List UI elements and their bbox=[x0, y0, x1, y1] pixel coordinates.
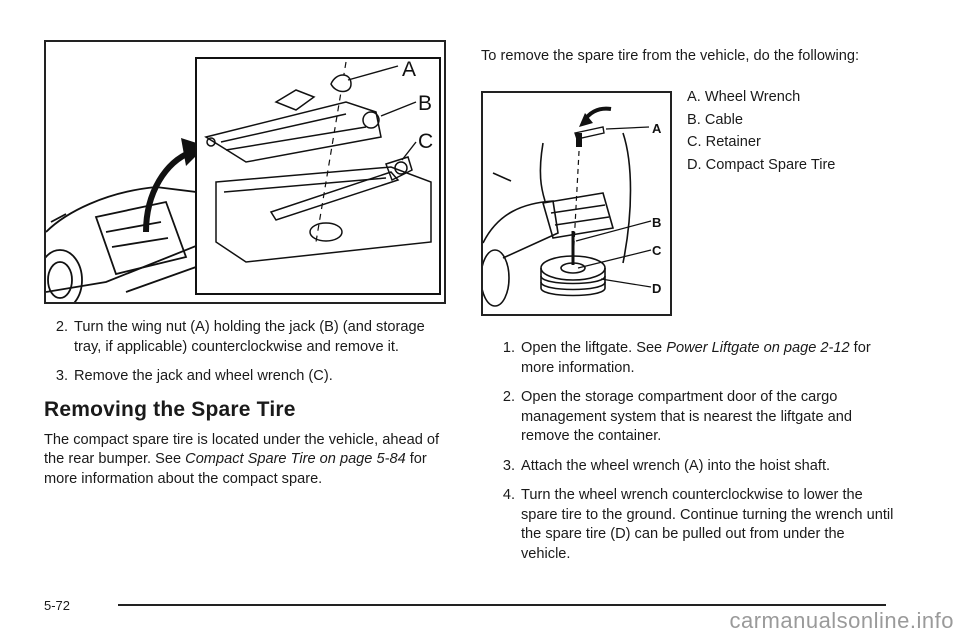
jack-removal-steps bbox=[44, 318, 446, 387]
spare-removal-steps bbox=[491, 339, 896, 574]
legend-item: D. Compact Spare Tire bbox=[687, 156, 836, 173]
list-item bbox=[491, 486, 896, 564]
step-text: Open the storage compartment door of the cargo management system that is nearest the liftgate and remove the container. bbox=[521, 389, 852, 444]
cross-reference-link[interactable]: Compact Spare Tire on page 5-84 bbox=[185, 451, 406, 467]
step-text-part: Open the liftgate. See bbox=[521, 340, 667, 356]
list-item bbox=[491, 388, 896, 447]
callout-d: D bbox=[652, 281, 662, 296]
jack-stowage-drawing bbox=[46, 42, 444, 302]
section-heading: Removing the Spare Tire bbox=[44, 397, 296, 421]
cross-reference-link[interactable]: Power Liftgate on page 2-12 bbox=[666, 340, 850, 356]
spare-tire-hoist-illustration bbox=[481, 91, 672, 316]
right-column bbox=[481, 47, 896, 562]
callout-b: B bbox=[418, 92, 433, 115]
footer-rule bbox=[118, 604, 886, 606]
legend-item: B. Cable bbox=[687, 111, 743, 128]
callout-a: A bbox=[652, 121, 662, 136]
step-number: 2. bbox=[502, 389, 515, 405]
step-number: 4. bbox=[502, 487, 515, 503]
section-paragraph bbox=[44, 431, 446, 490]
step-number: 2. bbox=[55, 319, 68, 335]
procedure-intro: To remove the spare tire from the vehicle, do the following: bbox=[481, 48, 860, 64]
paragraph-text: for more information about the compact spare. bbox=[44, 451, 427, 487]
left-column bbox=[44, 318, 446, 489]
callout-c: C bbox=[652, 243, 662, 258]
step-text: Remove the jack and wheel wrench (C). bbox=[74, 368, 333, 384]
callout-c: C bbox=[418, 130, 434, 153]
step-number: 3. bbox=[55, 368, 68, 384]
step-number: 1. bbox=[502, 340, 515, 356]
legend-item: C. Retainer bbox=[687, 134, 761, 150]
jack-stowage-illustration bbox=[44, 40, 446, 304]
list-item bbox=[491, 339, 896, 378]
legend-item: A. Wheel Wrench bbox=[687, 89, 801, 105]
list-item bbox=[44, 367, 446, 387]
figure-legend bbox=[687, 88, 835, 178]
step-text: Turn the wing nut (A) holding the jack (B) (and storage tray, if applicable) counterclockwise and remove it. bbox=[74, 319, 425, 355]
watermark: carmanualsonline.info bbox=[729, 608, 954, 633]
list-item bbox=[491, 457, 896, 477]
step-text: Turn the wheel wrench counterclockwise to lower the spare tire to the ground. Continue turning the wrench until the spare tire (D) can be pulled out from under the vehicle. bbox=[521, 487, 894, 562]
step-text-part: for more information. bbox=[521, 340, 871, 376]
spare-tire-hoist-drawing bbox=[483, 93, 670, 314]
step-text: Attach the wheel wrench (A) into the hoist shaft. bbox=[521, 457, 831, 474]
page-number: 5-72 bbox=[44, 598, 71, 613]
step-number: 3. bbox=[502, 457, 515, 474]
callout-b: B bbox=[652, 215, 662, 230]
callout-a: A bbox=[402, 58, 417, 81]
list-item bbox=[44, 318, 446, 357]
paragraph-text: The compact spare tire is located under the vehicle, ahead of the rear bumper. See bbox=[44, 431, 440, 467]
step-text bbox=[521, 339, 896, 378]
